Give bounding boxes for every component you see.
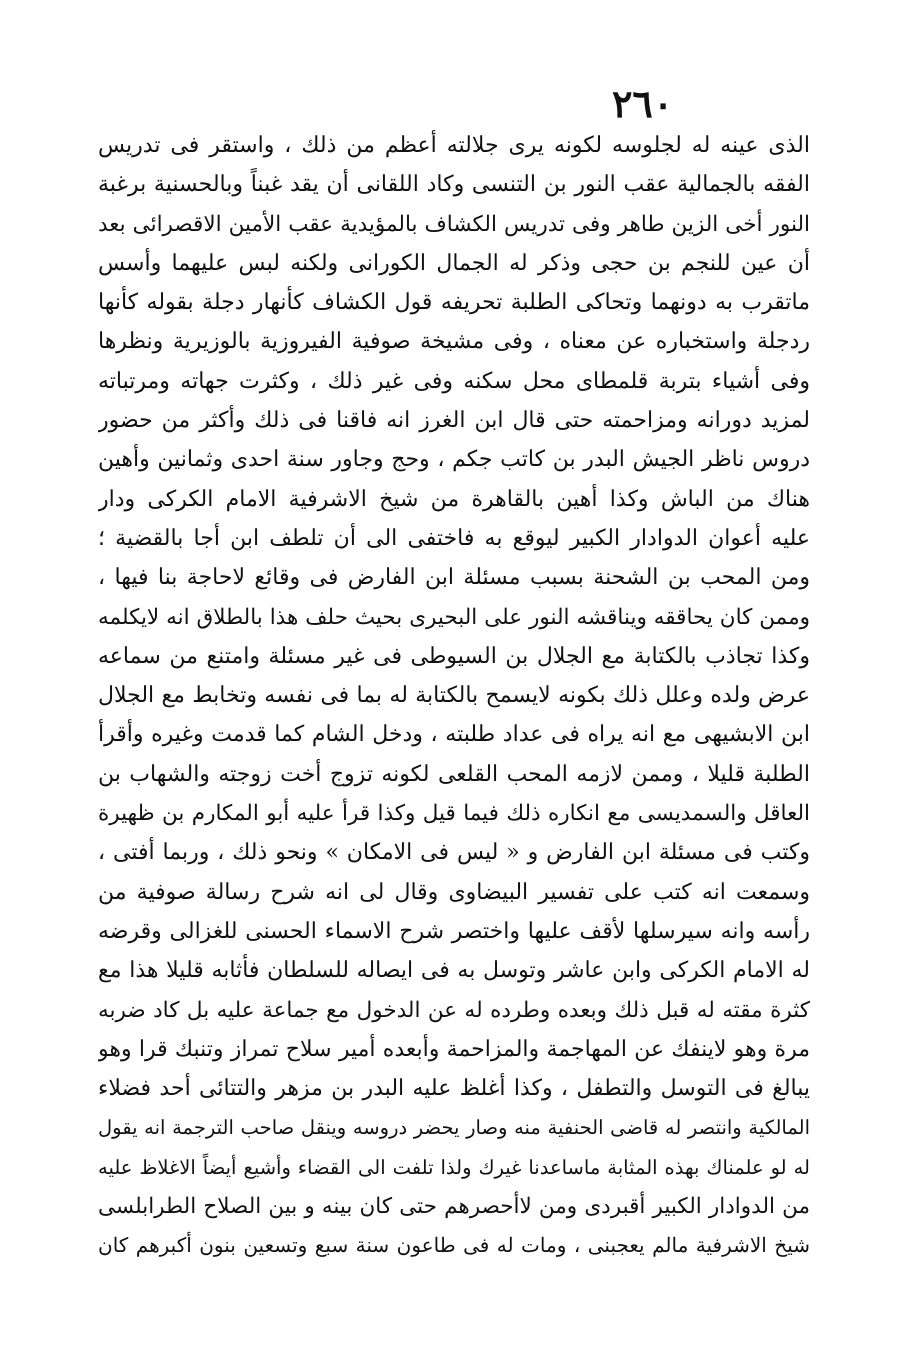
text-line: الفقه بالجمالية عقب النور بن التنسى وكاد اللقانى أن يقد غبناً وبالحسنية برغبة: [98, 172, 810, 198]
text-line: المالكية وانتصر له قاضى الحنفية منه وصار يحضر دروسه وينقل صاحب الترجمة انه يقول: [98, 1116, 810, 1140]
text-line: كثرة مقته له قبل ذلك وبعده وطرده له عن الدخول مع جماعة عليه بل كاد ضربه: [98, 997, 810, 1023]
text-line: ردجلة واستخباره عن معناه ، وفى مشيخة صوفية الفيروزية بالوزيرية ونظرها: [98, 329, 810, 355]
text-line: يبالغ فى التوسل والتطفل ، وكذا أغلظ عليه البدر بن مزهر والتتائى أحد فضلاء: [98, 1076, 810, 1102]
text-line: النور أخى الزين طاهر وفى تدريس الكشاف بالمؤيدية عقب الأمين الاقصرائى بعد: [98, 211, 810, 237]
text-line: ماتقرب به دونهما وتحاكى الطلبة تحريفه قول الكشاف كأنهار دجلة بقوله كأنها: [98, 290, 810, 316]
text-line: شيخ الاشرفية مالم يعجبنى ، ومات له فى طاعون سنة سبع وتسعين بنون أكبرهم كان: [98, 1233, 810, 1258]
text-line: أن عين للنجم بن حجى وذكر له الجمال الكورانى ولكنه لبس عليهما وأسس: [98, 250, 810, 276]
text-line: عرض ولده وعلل ذلك بكونه لايسمح بالكتابة له بما فى نفسه وتخابط مع الجلال: [98, 683, 810, 709]
text-line: الذى عينه له لجلوسه لكونه يرى جلالته أعظم من ذلك ، واستقر فى تدريس: [98, 133, 810, 158]
page-number: ٢٦٠: [612, 81, 674, 126]
text-line: هناك من الباش وكذا أهين بالقاهرة من شيخ الاشرفية الامام الكركى ودار: [98, 486, 810, 512]
text-line: دروس ناظر الجيش البدر بن كاتب جكم ، وحج وجاور سنة احدى وثمانين وأهين: [98, 447, 810, 473]
text-line: له الامام الكركى وابن عاشر وتوسل به فى ايصاله للسلطان فأثابه قليلا هذا مع: [98, 958, 810, 984]
text-line: رأسه وانه سيرسلها لأقف عليها واختصر شرح الاسماء الحسنى للغزالى وقرضه: [98, 918, 810, 944]
text-line: من الدوادار الكبير أقبردى ومن لاأحصرهم حتى كان بينه و بين الصلاح الطرابلسى: [98, 1194, 810, 1220]
text-line: مرة وهو لاينفك عن المهاجمة والمزاحمة وأبعده أمير سلاح تمراز وتنبك قرا وهو: [98, 1036, 810, 1062]
body-text: [98, 126, 810, 1266]
text-line: وكذا تجاذب بالكتابة مع الجلال بن السيوطى فى غير مسئلة وامتنع من سماعه: [98, 643, 810, 669]
text-line: وكتب فى مسئلة ابن الفارض و « ليس فى الامكان » ونحو ذلك ، وربما أفتى ،: [98, 840, 810, 866]
text-line: وفى أشياء بتربة قلمطاى محل سكنه وفى غير ذلك ، وكثرت جهاته ومرتباته: [98, 368, 810, 394]
text-line: ابن الابشيهى مع انه يراه فى عداد طلبته ، ودخل الشام كما قدمت وغيره وأقرأ: [98, 722, 810, 748]
text-line: الطلبة قليلا ، وممن لازمه المحب القلعى لكونه تزوج أخت زوجته والشهاب بن: [98, 761, 810, 787]
text-line: ومن المحب بن الشحنة بسبب مسئلة ابن الفارض فى وقائع لاحاجة بنا فيها ،: [98, 565, 810, 591]
text-line: لمزيد دورانه ومزاحمته حتى قال ابن الغرز انه فاقنا فى ذلك وأكثر من حضور: [98, 408, 810, 434]
text-line: وسمعت انه كتب على تفسير البيضاوى وقال لى انه شرح رسالة صوفية من: [98, 879, 810, 905]
text-line: له لو علمناك بهذه المثابة ماساعدنا غيرك ولذا تلفت الى القضاء وأشيع أيضاً الاغلاظ عليه: [98, 1155, 810, 1179]
text-line: عليه أعوان الدوادار الكبير ليوقع به فاختفى الى أن تلطف ابن أجا بالقضية ؛: [98, 525, 810, 551]
text-line: وممن كان يحاققه ويناقشه النور على البحيرى بحيث حلف هذا بالطلاق انه لايكلمه: [98, 604, 810, 630]
text-line: العاقل والسمديسى مع انكاره ذلك فيما قيل وكذا قرأ عليه أبو المكارم بن ظهيرة: [98, 801, 810, 827]
